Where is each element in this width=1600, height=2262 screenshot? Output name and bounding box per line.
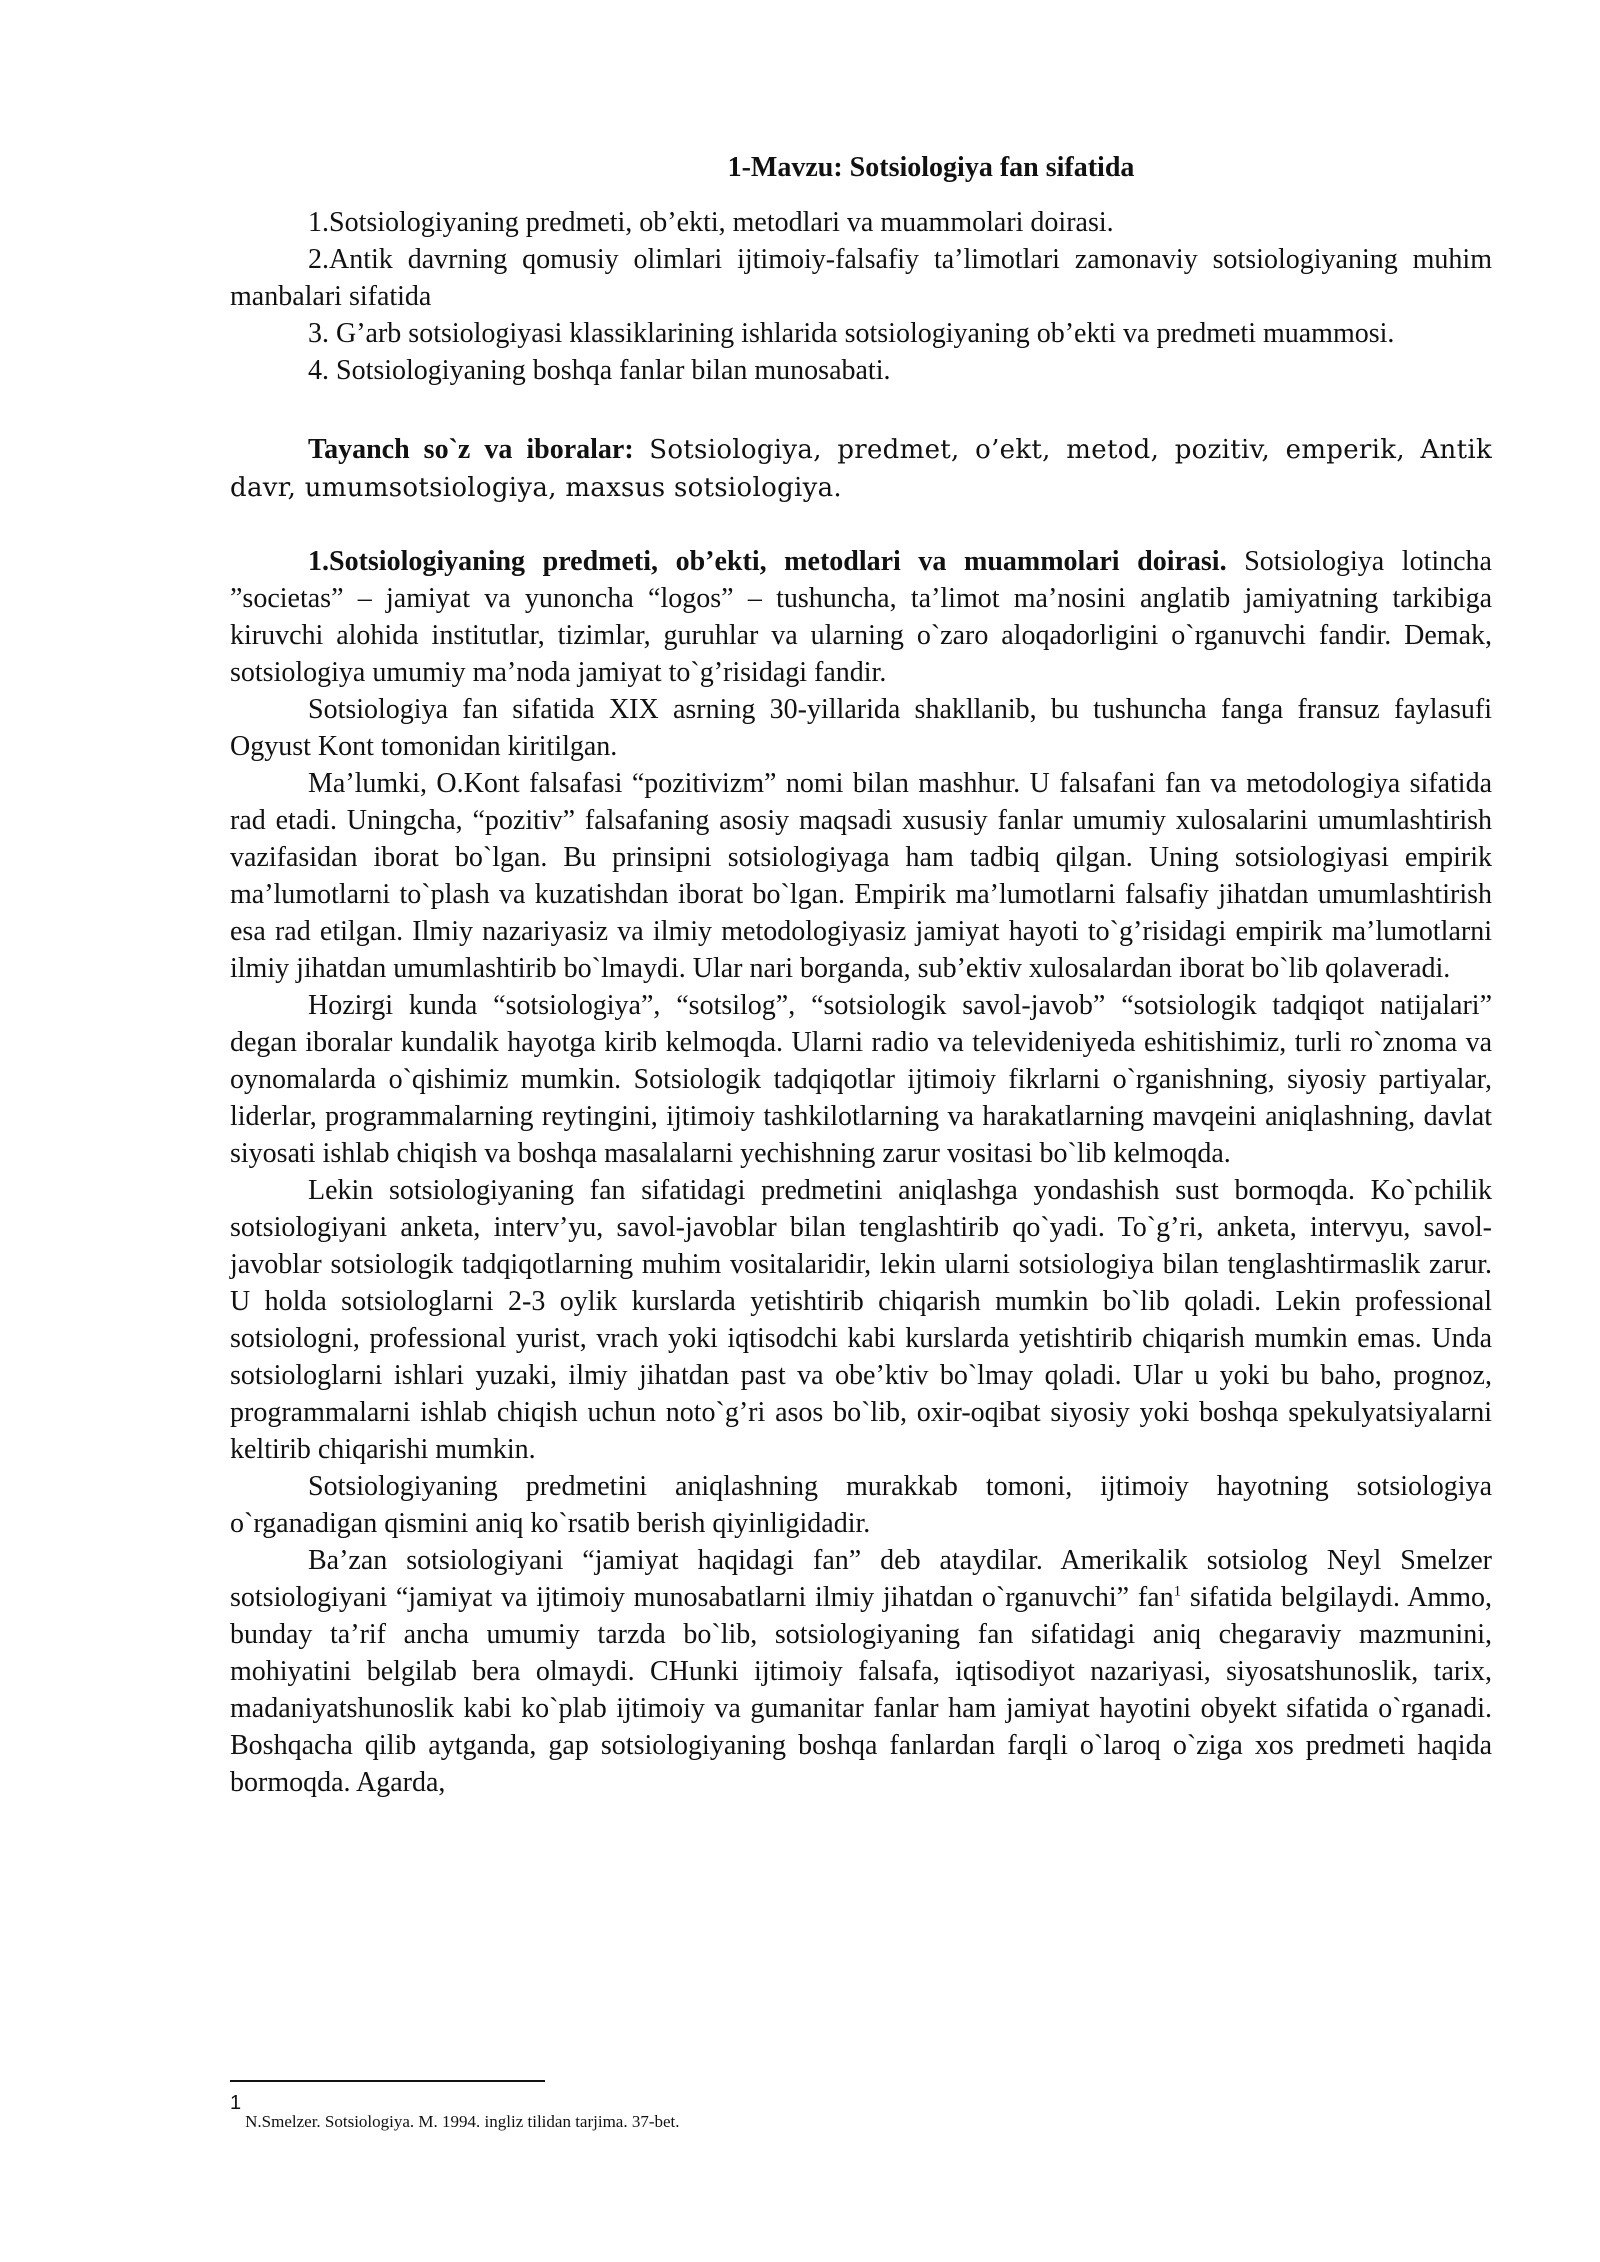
footnote-separator	[230, 2080, 545, 2082]
topic-list	[230, 204, 1492, 389]
topic-item-4: 4. Sotsiologiyaning boshqa fanlar bilan munosabati.	[308, 355, 891, 386]
paragraph-1-text: Sotsiologiya lotincha ”societas” – jamiyat va yunoncha “logos” – tushuncha, ta’limot ma’nosini anglatib jamiyatning tarkibiga kiruvchi alohida institutlar, tizimlar, guruhlar va ularning o`zaro aloqadorligini o`rganuvchi fandir. Demak, sotsiologiya umumiy ma’noda jamiyat to`g’risidagi fandir.	[230, 546, 1492, 688]
footnote-text: N.Smelzer. Sotsiologiya. M. 1994. ingliz tilidan tarjima. 37-bet.	[245, 2112, 680, 2131]
paragraph-4: Hozirgi kunda “sotsiologiya”, “sotsilog”, “sotsiologik savol-javob” “sotsiologik tadqiqot natijalari” degan iboralar kundalik hayotga kirib kelmoqda. Ularni radio va televideniyeda eshitishimiz, turli ro`znoma va oynomalarda o`qishimiz mumkin. Sotsiologik tadqiqotlar ijtimoiy fikrlarni o`rganishning, siyosiy partiyalar, liderlar, programmalarning reytingini, ijtimoiy tashkilotlarning va harakatlarning mavqeini aniqlashning, davlat siyosati ishlab chiqish va boshqa masalalarni yechishning zarur vositasi bo`lib kelmoqda.	[230, 990, 1492, 1169]
paragraph-1	[230, 543, 1492, 691]
topic-item-2: 2.Antik davrning qomusiy olimlari ijtimoiy-falsafiy ta’limotlari zamonaviy sotsiologiyaning muhim manbalari sifatida	[230, 244, 1492, 312]
paragraph-7-text-a: Ba’zan sotsiologiyani “jamiyat haqidagi fan” deb ataydilar. Amerikalik sotsiolog Neyl Smelzer sotsiologiyani “jamiyat va ijtimoiy munosabatlarni ilmiy jihatdan o`rganuvchi” fan	[230, 1545, 1492, 1613]
paragraph-2: Sotsiologiya fan sifatida XIX asrning 30-yillarida shakllanib, bu tushuncha fanga fransuz faylasufi Ogyust Kont tomonidan kiritilgan.	[230, 694, 1492, 762]
document-page	[230, 150, 1492, 1801]
footnote-reference: 1	[1173, 1583, 1182, 1600]
topic-item-1: 1.Sotsiologiyaning predmeti, ob’ekti, metodlari va muammolari doirasi.	[308, 207, 1114, 238]
keywords-text: Sotsiologiya, predmet, o’ekt, metod, pozitiv, emperik, Antik davr, umumsotsiologiya, maxsus sotsiologiya.	[230, 435, 1492, 503]
paragraph-3: Ma’lumki, O.Kont falsafasi “pozitivizm” nomi bilan mashhur. U falsafani fan va metodologiya sifatida rad etadi. Uningcha, “pozitiv” falsafaning asosiy maqsadi xususiy fanlar umumiy xulosalarini umumlashtirish vazifasidan iborat bo`lgan. Bu prinsipni sotsiologiyaga ham tadbiq qilgan. Uning sotsiologiyasi empirik ma’lumotlarni to`plash va kuzatishdan iborat bo`lgan. Empirik ma’lumotlarni falsafiy jihatdan umumlashtirish esa rad etilgan. Ilmiy nazariyasiz va ilmiy metodologiyasiz jamiyat hayoti to`g’risidagi empirik ma’lumotlarni ilmiy jihatdan umumlashtirib bo`lmaydi. Ular nari borganda, sub’ektiv xulosalardan iborat bo`lib qolaveradi.	[230, 768, 1492, 984]
section-heading: 1.Sotsiologiyaning predmeti, ob’ekti, metodlari va muammolari doirasi.	[308, 546, 1227, 577]
paragraph-7-text-b: sifatida belgilaydi. Ammo, bunday ta’rif ancha umumiy tarzda bo`lib, sotsiologiyaning fan sifatidagi aniq chegaraviy mazmunini, mohiyatini belgilab bera olmaydi. CHunki ijtimoiy falsafa, iqtisodiyot nazariyasi, siyosatshunoslik, tarix, madaniyatshunoslik kabi ko`plab ijtimoiy va gumanitar fanlar ham jamiyat hayotini obyekt sifatida o`rganadi. Boshqacha qilib aytganda, gap sotsiologiyaning boshqa fanlardan farqli o`laroq o`ziga xos predmeti haqida bormoqda. Agarda,	[230, 1582, 1492, 1798]
page-title: 1-Mavzu: Sotsiologiya fan sifatida	[727, 152, 1135, 183]
paragraph-6: Sotsiologiyaning predmetini aniqlashning murakkab tomoni, ijtimoiy hayotning sotsiologiya o`rganadigan qismini aniq ko`rsatib berish qiyinligidadir.	[230, 1471, 1492, 1539]
section-1	[230, 543, 1492, 1801]
keywords-label: Tayanch so`z va iboralar:	[308, 434, 634, 465]
footnote	[230, 2092, 1230, 2132]
keywords-paragraph	[230, 431, 1492, 507]
paragraph-5: Lekin sotsiologiyaning fan sifatidagi predmetini aniqlashga yondashish sust bormoqda. Ko`pchilik sotsiologiyani anketa, interv’yu, savol-javoblar bilan tenglashtirib qo`yadi. To`g’ri, anketa, intervyu, savol-javoblar sotsiologik tadqiqotlarning muhim vositalaridir, lekin ularni sotsiologiya bilan tenglashtirmaslik zarur. U holda sotsiologlarni 2-3 oylik kurslarda yetishtirib chiqarish mumkin bo`lib qoladi. Lekin professional sotsiologni, professional yurist, vrach yoki iqtisodchi kabi kurslarda yetishtirib chiqarish mumkin emas. Unda sotsiologlarni ishlari yuzaki, ilmiy jihatdan past va obe’ktiv bo`lmay qoladi. Ular u yoki bu baho, prognoz, programmalarni ishlab chiqish uchun noto`g’ri asos bo`lib, oxir-oqibat siyosiy yoki boshqa spekulyatsiyalarni keltirib chiqarishi mumkin.	[230, 1175, 1492, 1465]
paragraph-7	[230, 1542, 1492, 1801]
topic-item-3: 3. G’arb sotsiologiyasi klassiklarining ishlarida sotsiologiyaning ob’ekti va predmeti muammosi.	[308, 318, 1395, 349]
footnote-mark: 1	[230, 2092, 242, 2114]
